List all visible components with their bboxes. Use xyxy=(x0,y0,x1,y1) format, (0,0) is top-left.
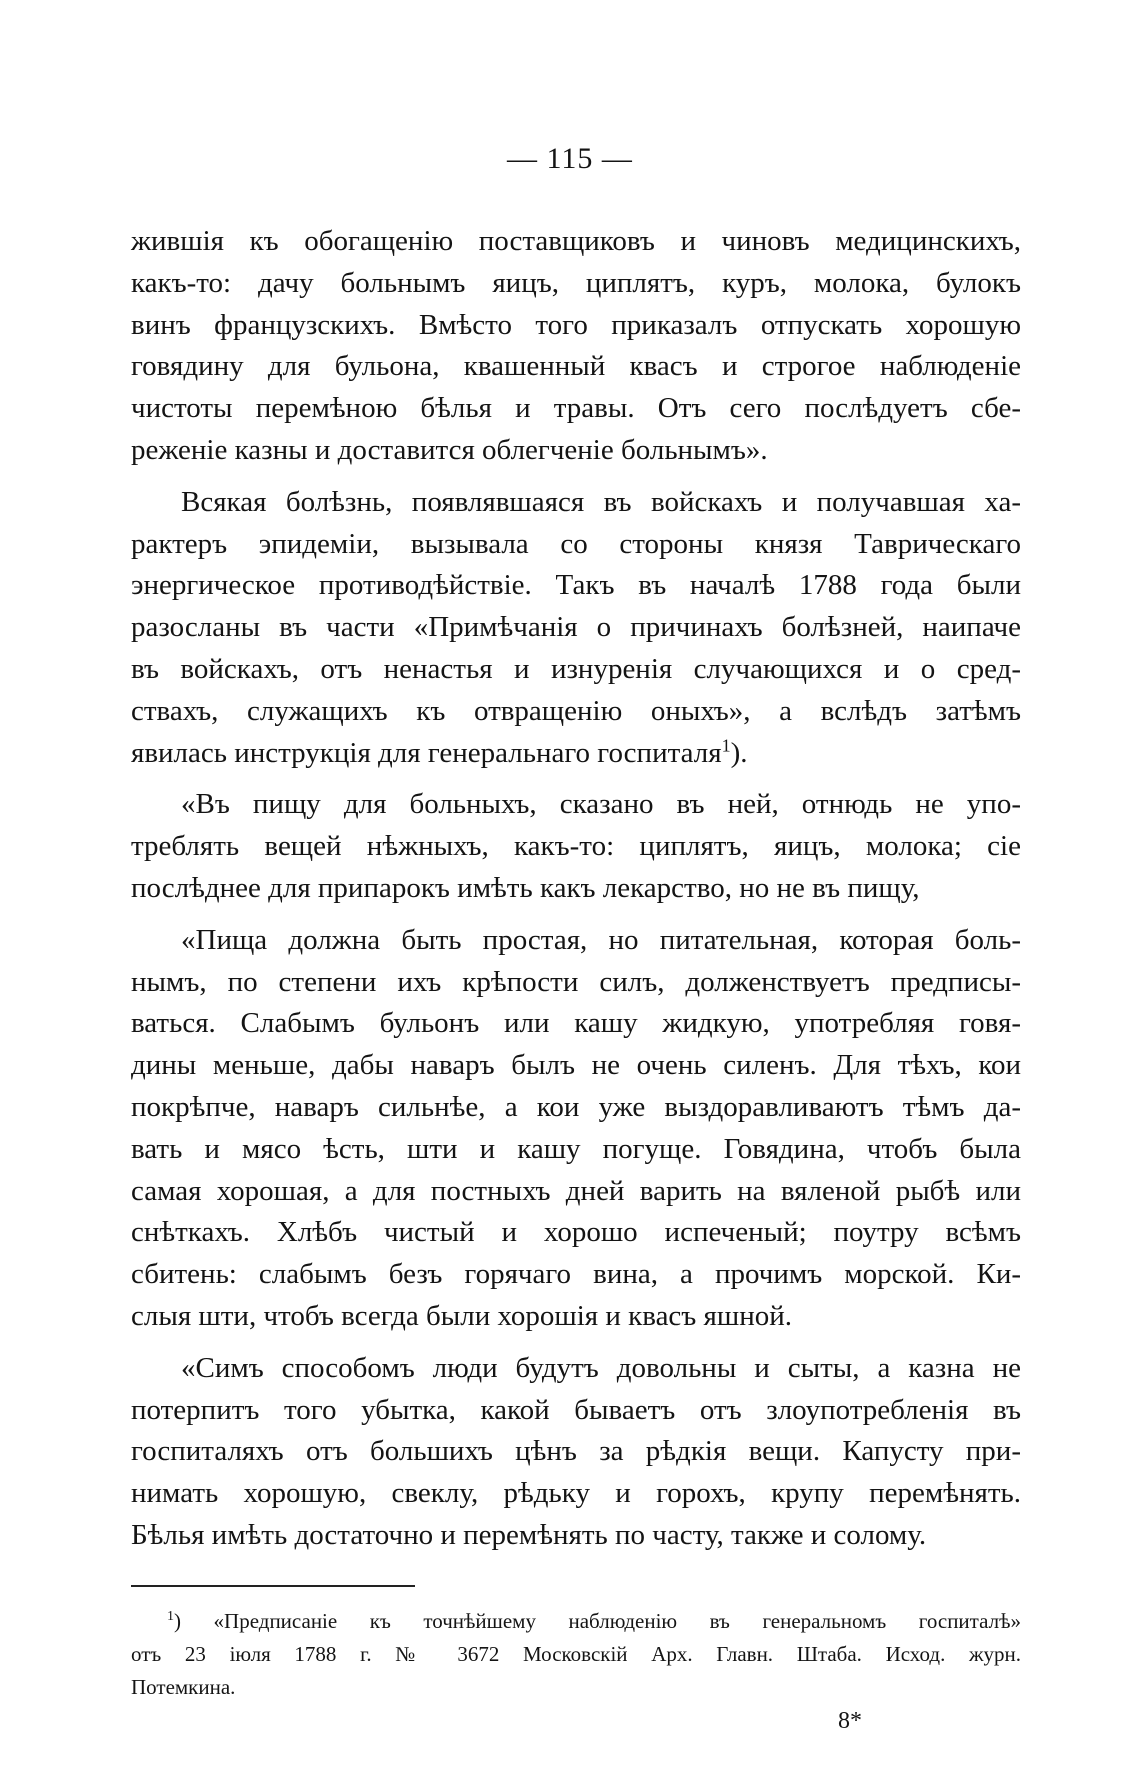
footnote-line: отъ 23 іюля 1788 г. № 3672 Московскій Арх. Главн. Штаба. Исход. журн. xyxy=(131,1642,1021,1666)
footnote-line-text: ) «Предписаніе къ точнѣйшему наблюденію въ генеральномъ госпиталѣ» xyxy=(174,1609,1021,1633)
text-line: «Симъ способомъ люди будутъ довольны и сыты, а казна не xyxy=(181,1351,1021,1384)
text-line: рактеръ эпидеміи, вызывала со стороны князя Таврическаго xyxy=(131,527,1021,560)
text-line: послѣднее для припарокъ имѣть какъ лекарство, но не въ пищу, xyxy=(131,871,920,904)
text-line: госпиталяхъ отъ большихъ цѣнъ за рѣдкія вещи. Капусту при- xyxy=(131,1435,1021,1468)
footnote xyxy=(131,1605,1021,1704)
text-line: слыя шти, чтобъ всегда были хорошія и квасъ яшной. xyxy=(131,1299,793,1332)
text-line: треблять вещей нѣжныхъ, какъ-то: циплятъ, яицъ, молока; сіе xyxy=(131,830,1021,863)
text-line: «Пища должна быть простая, но питательная, которая боль- xyxy=(181,923,1021,956)
text-line: покрѣпче, наваръ сильнѣе, а кои уже выздоравливаютъ тѣмъ да- xyxy=(131,1090,1021,1123)
footnote-line: Потемкина. xyxy=(131,1675,236,1699)
paragraph xyxy=(131,482,1021,775)
footnote-divider xyxy=(131,1585,415,1587)
text-line: дины меньше, дабы наваръ былъ не очень силенъ. Для тѣхъ, кои xyxy=(131,1049,1021,1082)
text-line: разосланы въ части «Примѣчанія о причинахъ болѣзней, наипаче xyxy=(131,611,1021,644)
text-line: самая хорошая, а для постныхъ дней варить на вяленой рыбѣ или xyxy=(131,1174,1021,1207)
text-line: «Въ пищу для больныхъ, сказано въ ней, отнюдь не упо- xyxy=(181,788,1021,821)
text-line: сбитень: слабымъ безъ горячаго вина, а прочимъ морской. Ки- xyxy=(131,1258,1021,1291)
text-line: потерпитъ того убытка, какой бываетъ отъ злоупотребленія въ xyxy=(131,1393,1021,1426)
text-line: винъ французскихъ. Вмѣсто того приказалъ отпускать хорошую xyxy=(131,308,1021,341)
text-line: реженіе казны и доставится облегченіе больнымъ». xyxy=(131,433,768,466)
text-line-suffix: ). xyxy=(730,736,748,769)
text-line: Бѣлья имѣть достаточно и перемѣнять по часту, также и солому. xyxy=(131,1518,927,1551)
page-number: — 115 — xyxy=(507,142,633,175)
text-line: говядину для бульона, квашенный квасъ и строгое наблюденіе xyxy=(131,350,1021,383)
text-line: въ войскахъ, отъ ненастья и изнуренія случающихся и о сред- xyxy=(131,652,1021,685)
footnote-marker: 1 xyxy=(167,1609,174,1624)
text-line: вать и мясо ѣсть, шти и кашу погуще. Говядина, чтобъ была xyxy=(131,1132,1021,1165)
signature-mark: 8* xyxy=(838,1708,862,1734)
paragraph xyxy=(131,784,1021,909)
footnote-line xyxy=(131,1605,1021,1638)
text-line: чистоты перемѣною бѣлья и травы. Отъ сего послѣдуетъ сбе- xyxy=(131,392,1021,425)
text-line: ствахъ, служащихъ къ отвращенію оныхъ», а вслѣдъ затѣмъ xyxy=(131,694,1021,727)
text-line: какъ-то: дачу больнымъ яицъ, циплятъ, куръ, молока, булокъ xyxy=(131,266,1021,299)
text-line-content: явилась инструкція для генеральнаго госпиталя xyxy=(131,736,722,769)
text-line-with-footnote-ref xyxy=(131,733,1021,775)
text-line: нымъ, по степени ихъ крѣпости силъ, долженствуетъ предписы- xyxy=(131,965,1021,998)
body-text xyxy=(131,221,1021,1557)
text-line: жившія къ обогащенію поставщиковъ и чиновъ медицинскихъ, xyxy=(131,225,1021,257)
text-line: ваться. Слабымъ бульонъ или кашу жидкую, употребляя говя- xyxy=(131,1007,1021,1040)
text-line: Всякая болѣзнь, появлявшаяся въ войскахъ и получавшая ха- xyxy=(181,485,1021,518)
text-line: снѣткахъ. Хлѣбъ чистый и хорошо испеченый; поутру всѣмъ xyxy=(131,1216,1021,1249)
paragraph xyxy=(131,221,1021,472)
paragraph xyxy=(131,1348,1021,1557)
footnote-reference: 1 xyxy=(721,734,731,755)
text-line: энергическое противодѣйствіе. Такъ въ началѣ 1788 года были xyxy=(131,569,1021,602)
text-line: нимать хорошую, свеклу, рѣдьку и горохъ, крупу перемѣнять. xyxy=(131,1477,1021,1510)
paragraph xyxy=(131,920,1021,1338)
